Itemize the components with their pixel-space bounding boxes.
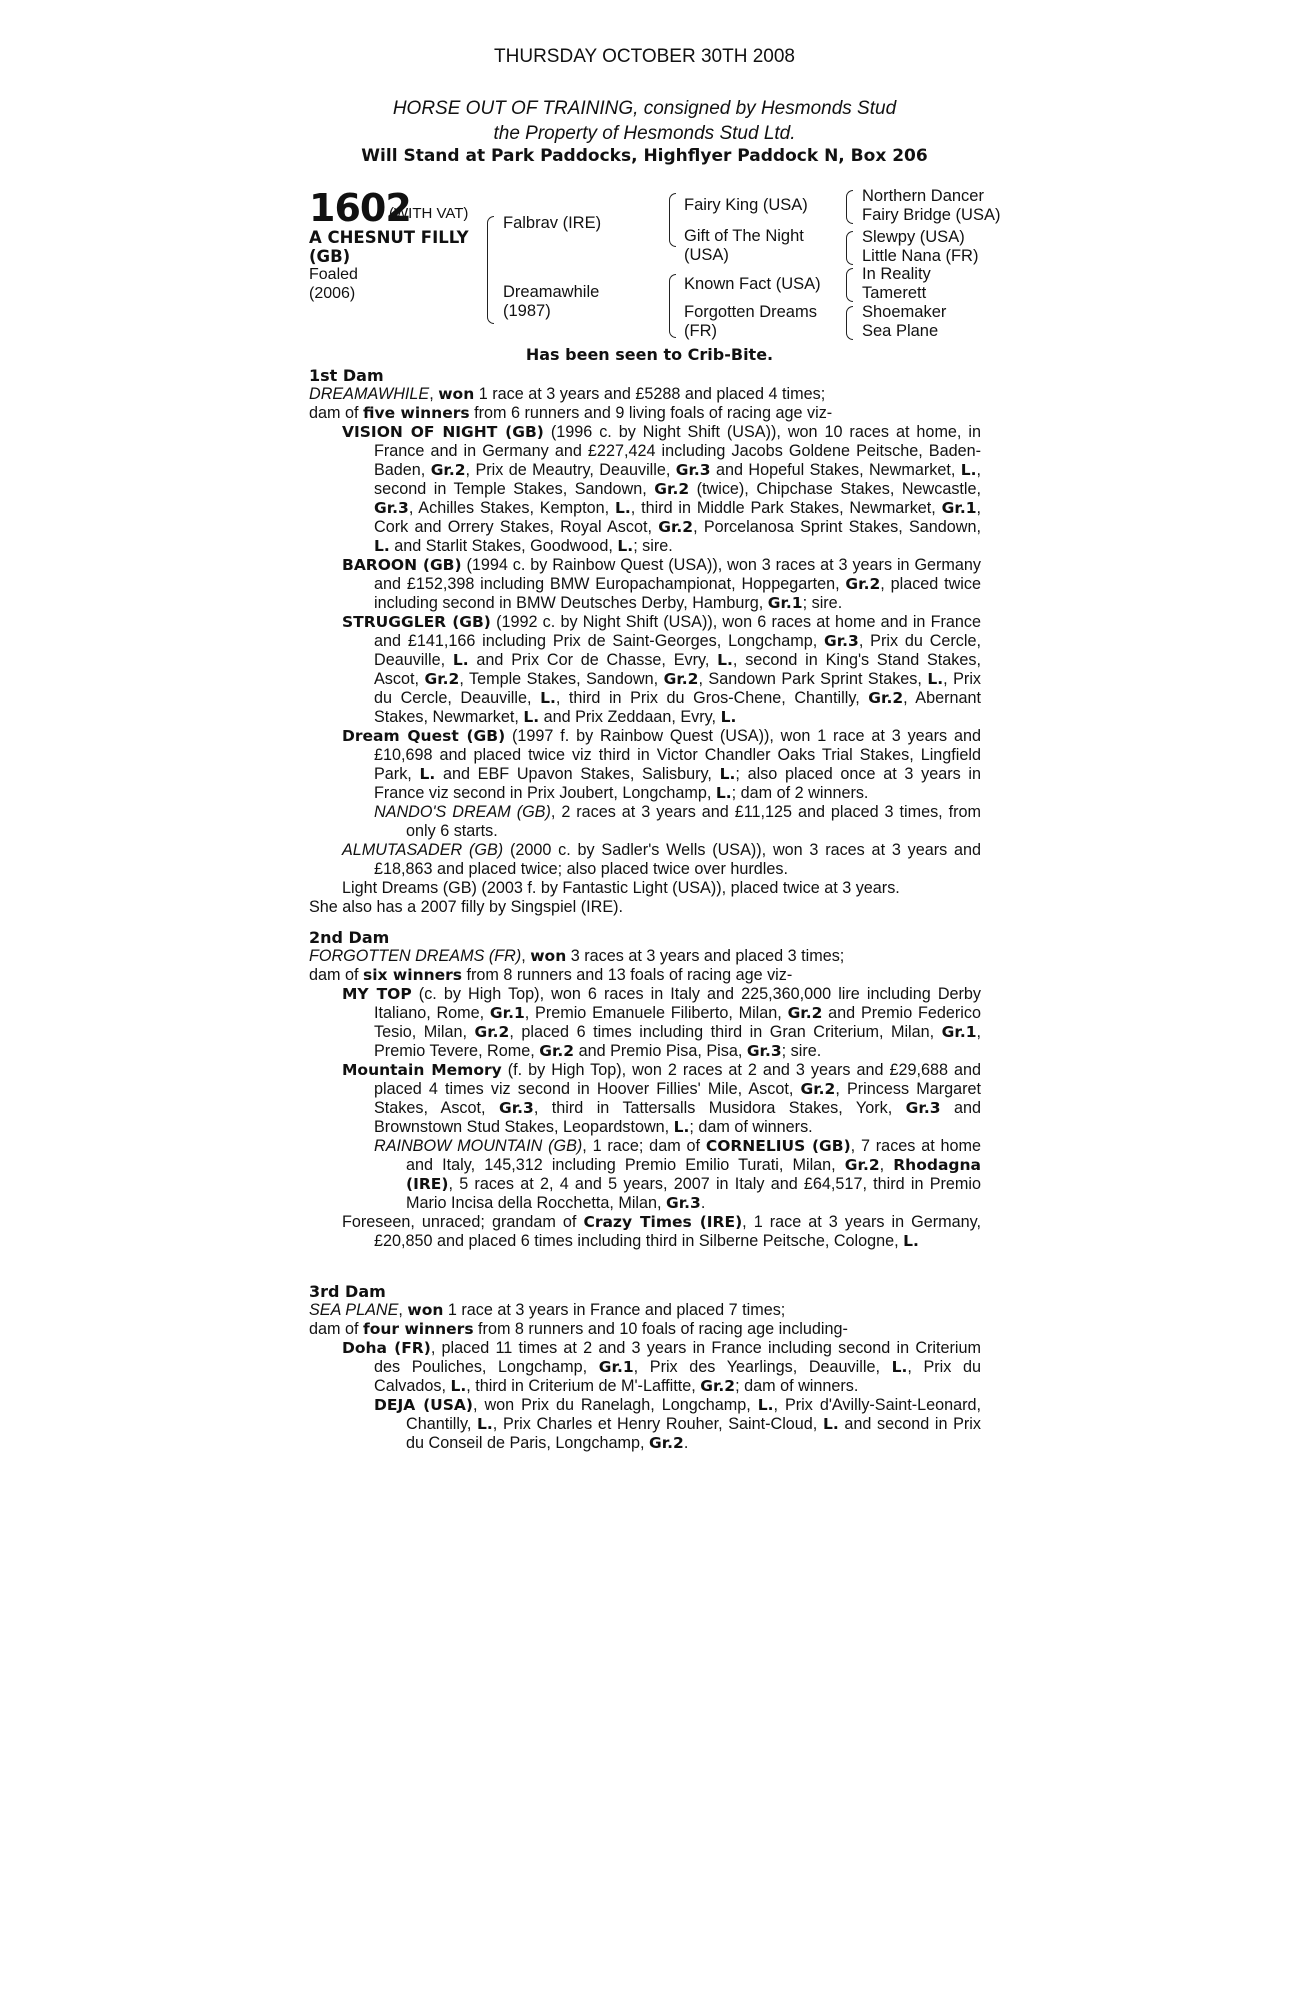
pedigree-brace-dam [669, 274, 676, 338]
pedigree-brace-3d [846, 306, 853, 340]
pedigree-dam: Dreamawhile [503, 283, 600, 301]
produce-struggler: STRUGGLER (GB) (1992 c. by Night Shift (USA)), won 6 races at home and in France and £141,166 including Prix de Saint-Georges, Longchamp, Gr.3, Prix du Cercle, Deauville, L. and Prix Cor de Chasse, Evry, L., second in King's Stand Stakes, Ascot, Gr.2, Temple Stakes, Sandown, Gr.2, Sandown Park Sprint Stakes, L., Prix du Cercle, Deauville, L., third in Prix du Gros-Chene, Chantilly, Gr.2, Abernant Stakes, Newmarket, L. and Prix Zeddaan, Evry, L. [342, 613, 982, 726]
pedigree-sds: Slewpy (USA) [862, 228, 965, 246]
stand-location: Will Stand at Park Paddocks, Highflyer Paddock N, Box 206 [361, 146, 928, 166]
first-dam-line: DREAMAWHILE, won 1 race at 3 years and £5288 and placed 4 times; [309, 385, 826, 403]
third-dam-produce-line: dam of four winners from 8 runners and 10 foals of racing age including- [309, 1320, 848, 1338]
produce-doha: Doha (FR), placed 11 times at 2 and 3 years in France including second in Criterium des Pouliches, Longchamp, Gr.1, Prix des Yearlings, Deauville, L., Prix du Calvados, L., third in Criterium de M'-Laffitte, Gr.2; dam of winners. [342, 1339, 981, 1395]
pedigree-brace-3c [846, 268, 853, 302]
vice-declaration: Has been seen to Crib-Bite. [525, 345, 774, 364]
pedigree-dam-sire: Known Fact (USA) [684, 275, 821, 293]
pedigree-brace-gen1 [487, 216, 494, 324]
third-dam-heading: 3rd Dam [309, 1282, 386, 1301]
pedigree-brace-3a [846, 190, 853, 224]
pedigree-dam-dam-2: (FR) [684, 322, 717, 340]
pedigree-sire-dam-1: Gift of The Night [684, 227, 804, 245]
first-dam-produce-line: dam of five winners from 6 runners and 9 living foals of racing age viz- [309, 404, 833, 422]
lot-number: 1602 [309, 186, 411, 230]
pedigree-sdd: Little Nana (FR) [862, 247, 979, 265]
pedigree-brace-3b [846, 231, 853, 265]
pedigree-dss: In Reality [862, 265, 931, 283]
horse-description [309, 228, 479, 266]
produce-rainbow-mountain: RAINBOW MOUNTAIN (GB), 1 race; dam of CORNELIUS (GB), 7 races at home and Italy, 145,312 including Premio Emilio Turati, Milan, Gr.2, Rhodagna (IRE), 5 races at 2, 4 and 5 years, 2007 in Italy and £64,517, third in Premio Mario Incisa della Rocchetta, Milan, Gr.3. [374, 1137, 981, 1212]
third-dam-line: SEA PLANE, won 1 race at 3 years in France and placed 7 times; [309, 1301, 786, 1319]
second-dam-body [309, 947, 981, 1251]
foaled-label: Foaled [309, 266, 358, 283]
horse-line-2: (GB) [309, 247, 351, 266]
produce-foreseen: Foreseen, unraced; grandam of Crazy Times (IRE), 1 race at 3 years in Germany, £20,850 and placed 6 times including third in Silberne Peitsche, Cologne, L. [342, 1213, 981, 1250]
second-dam-produce-line: dam of six winners from 8 runners and 13 foals of racing age viz- [309, 966, 793, 984]
produce-baroon: BAROON (GB) (1994 c. by Rainbow Quest (USA)), won 3 races at 3 years in Germany and £152,398 including BMW Europachampionat, Hoppegarten, Gr.2, placed twice including second in BMW Deutsches Derby, Hamburg, Gr.1; sire. [342, 556, 982, 612]
third-dam-body [309, 1301, 981, 1453]
first-dam-body [309, 385, 981, 917]
pedigree-sire-dam-2: (USA) [684, 246, 729, 264]
pedigree-dsd: Tamerett [862, 284, 927, 302]
pedigree-dam-year: (1987) [503, 302, 551, 320]
pedigree-ddd: Sea Plane [862, 322, 939, 340]
pedigree-ssd: Fairy Bridge (USA) [862, 206, 1001, 224]
second-dam-line: FORGOTTEN DREAMS (FR), won 3 races at 3 years and placed 3 times; [309, 947, 845, 965]
produce-my-top: MY TOP (c. by High Top), won 6 races in Italy and 225,360,000 lire including Derby Italiano, Rome, Gr.1, Premio Emanuele Filiberto, Milan, Gr.2 and Premio Federico Tesio, Milan, Gr.2, placed 6 times including third in Gran Criterium, Milan, Gr.1, Premio Tevere, Rome, Gr.2 and Premio Pisa, Pisa, Gr.3; sire. [342, 985, 981, 1060]
pedigree-dds: Shoemaker [862, 303, 947, 321]
produce-light-dreams: Light Dreams (GB) (2003 f. by Fantastic Light (USA)), placed twice at 3 years. [342, 879, 900, 897]
produce-deja: DEJA (USA), won Prix du Ranelagh, Longchamp, L., Prix d'Avilly-Saint-Leonard, Chantilly, L., Prix Charles et Henry Rouher, Saint-Cloud, L. and second in Prix du Conseil de Paris, Longchamp, Gr.2. [374, 1396, 981, 1452]
produce-almutasader: ALMUTASADER (GB) (2000 c. by Sadler's Wells (USA)), won 3 races at 3 years and £18,863 and placed twice; also placed twice over hurdles. [342, 841, 981, 878]
produce-2007-filly: She also has a 2007 filly by Singspiel (IRE). [309, 898, 624, 916]
consignor-line: HORSE OUT OF TRAINING, consigned by Hesmonds Stud [392, 98, 897, 119]
pedigree-sss: Northern Dancer [862, 187, 984, 205]
sale-date: THURSDAY OCTOBER 30TH 2008 [494, 46, 795, 67]
pedigree-sire-sire: Fairy King (USA) [684, 196, 808, 214]
foaled-info [309, 265, 358, 303]
foaled-year: (2006) [309, 285, 356, 302]
pedigree-dam-dam-1: Forgotten Dreams [684, 303, 817, 321]
produce-dream-quest: Dream Quest (GB) (1997 f. by Rainbow Quest (USA)), won 1 race at 3 years and £10,698 and placed twice viz third in Victor Chandler Oaks Trial Stakes, Lingfield Park, L. and EBF Upavon Stakes, Salisbury, L.; also placed once at 3 years in France viz second in Prix Joubert, Longchamp, L.; dam of 2 winners. [342, 727, 982, 802]
pedigree-brace-sire [669, 193, 676, 247]
property-line: the Property of Hesmonds Stud Ltd. [493, 123, 796, 144]
horse-line-1: A CHESNUT FILLY [309, 228, 469, 247]
pedigree-sire: Falbrav (IRE) [503, 214, 602, 232]
second-dam-heading: 2nd Dam [309, 928, 390, 947]
first-dam-heading: 1st Dam [309, 366, 384, 385]
produce-mountain-memory: Mountain Memory (f. by High Top), won 2 races at 2 and 3 years and £29,688 and placed 4 times viz second in Hoover Fillies' Mile, Ascot, Gr.2, Princess Margaret Stakes, Ascot, Gr.3, third in Tattersalls Musidora Stakes, York, Gr.3 and Brownstown Stud Stakes, Leopardstown, L.; dam of winners. [342, 1061, 981, 1136]
vat-note: (WITH VAT) [389, 205, 469, 222]
produce-nandos-dream: NANDO'S DREAM (GB), 2 races at 3 years and £11,125 and placed 3 times, from only 6 starts. [374, 803, 982, 840]
produce-vision-of-night: VISION OF NIGHT (GB) (1996 c. by Night Shift (USA)), won 10 races at home, in France and in Germany and £227,424 including Jacobs Goldene Peitsche, Baden-Baden, Gr.2, Prix de Meautry, Deauville, Gr.3 and Hopeful Stakes, Newmarket, L., second in Temple Stakes, Sandown, Gr.2 (twice), Chipchase Stakes, Newcastle, Gr.3, Achilles Stakes, Kempton, L., third in Middle Park Stakes, Newmarket, Gr.1, Cork and Orrery Stakes, Royal Ascot, Gr.2, Porcelanosa Sprint Stakes, Sandown, L. and Starlit Stakes, Goodwood, L.; sire. [342, 423, 982, 555]
